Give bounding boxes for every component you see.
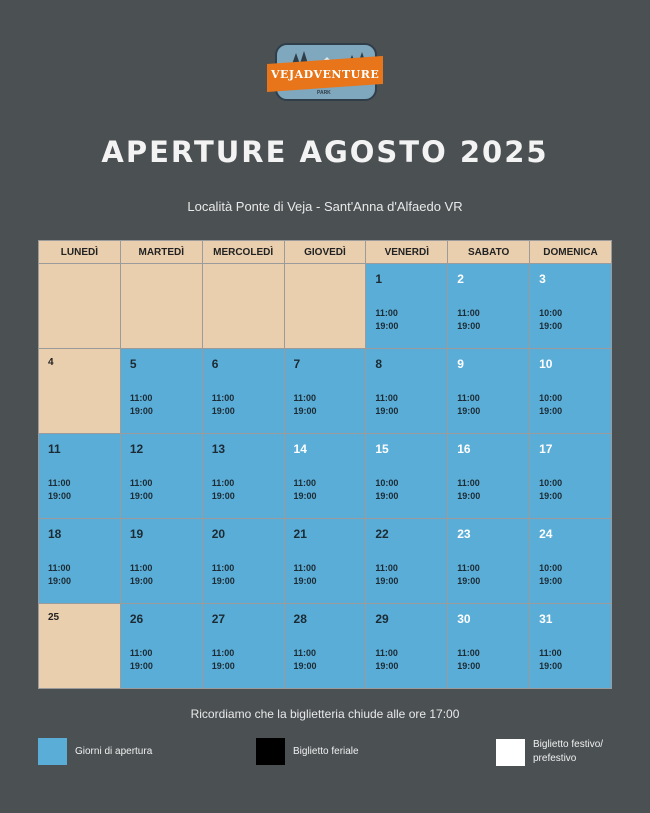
opening-time: 10:00 (539, 308, 563, 318)
calendar-week-row (39, 604, 612, 689)
opening-hours (375, 647, 398, 672)
calendar-day-cell (284, 604, 366, 689)
day-number: 17 (539, 442, 553, 456)
opening-hours (375, 392, 398, 417)
opening-hours (457, 307, 480, 332)
calendar-day-cell (120, 604, 202, 689)
opening-time: 10:00 (539, 478, 563, 488)
calendar-week-row (39, 349, 612, 434)
opening-hours (539, 307, 562, 332)
calendar-day-cell (284, 434, 366, 519)
calendar-day-cell (366, 264, 448, 349)
day-number: 7 (293, 357, 301, 371)
opening-time: 11:00 (457, 648, 480, 658)
day-number: 21 (293, 527, 307, 541)
opening-hours (375, 307, 398, 332)
day-number: 29 (375, 612, 389, 626)
opening-hours (294, 392, 317, 417)
opening-time: 11:00 (457, 308, 480, 318)
day-number: 3 (539, 272, 546, 286)
opening-hours (457, 392, 480, 417)
calendar-day-cell (120, 264, 202, 349)
opening-time: 11:00 (375, 308, 398, 318)
calendar-week-row (39, 519, 612, 604)
day-number: 6 (211, 357, 219, 371)
closing-time: 19:00 (129, 490, 153, 501)
weekday-header-row (39, 241, 612, 264)
day-number: 19 (129, 527, 144, 541)
opening-time: 11:00 (293, 393, 317, 403)
day-number: 13 (211, 442, 226, 456)
calendar-day-cell (366, 519, 448, 604)
opening-hours (130, 477, 153, 502)
calendar-day-cell (448, 264, 530, 349)
opening-hours (375, 562, 398, 587)
opening-time: 11:00 (129, 648, 153, 658)
opening-time: 11:00 (457, 563, 480, 573)
opening-time: 11:00 (48, 563, 71, 573)
closing-time: 19:00 (293, 575, 317, 586)
day-number: 26 (129, 612, 144, 626)
opening-hours (212, 647, 235, 672)
opening-time: 10:00 (539, 393, 563, 403)
opening-time: 11:00 (211, 393, 235, 403)
closing-time: 19:00 (457, 405, 481, 416)
calendar-day-cell (530, 519, 612, 604)
park-logo (267, 40, 383, 104)
opening-time: 11:00 (293, 563, 317, 573)
calendar-day-cell (39, 519, 121, 604)
closing-time: 19:00 (539, 660, 563, 671)
opening-hours (375, 477, 398, 502)
calendar-day-cell (448, 349, 530, 434)
closing-time: 19:00 (375, 490, 399, 501)
opening-time: 11:00 (211, 648, 235, 658)
legend-holiday-ticket (496, 738, 623, 766)
opening-time: 11:00 (129, 478, 153, 488)
closing-time: 19:00 (375, 405, 399, 416)
opening-time: 11:00 (375, 563, 398, 573)
closing-time: 19:00 (129, 405, 153, 416)
closing-time: 19:00 (211, 660, 235, 671)
opening-time: 11:00 (211, 563, 235, 573)
day-number: 2 (457, 272, 464, 286)
day-number: 28 (293, 612, 307, 626)
legend-label-weekday: Biglietto feriale (293, 745, 359, 757)
opening-time: 11:00 (457, 393, 480, 403)
calendar-day-cell (39, 349, 121, 434)
closing-time: 19:00 (211, 405, 235, 416)
calendar-week-row (39, 434, 612, 519)
opening-hours (457, 562, 480, 587)
closing-time: 19:00 (293, 660, 317, 671)
weekday-wednesday: MERCOLEDÌ (202, 241, 284, 264)
legend-swatch-holiday (496, 739, 525, 766)
closing-time: 19:00 (211, 490, 235, 501)
opening-hours (130, 562, 153, 587)
opening-time: 11:00 (129, 563, 153, 573)
day-number: 18 (48, 527, 62, 541)
closing-time: 19:00 (48, 575, 72, 586)
day-number: 9 (457, 357, 464, 371)
page-title: APERTURE AGOSTO 2025 (101, 135, 549, 169)
opening-hours (212, 562, 235, 587)
calendar-day-cell (366, 604, 448, 689)
opening-hours (457, 477, 480, 502)
opening-time: 11:00 (375, 648, 398, 658)
closing-time: 19:00 (539, 575, 563, 586)
day-number: 20 (211, 527, 226, 541)
legend-weekday-ticket (256, 738, 359, 765)
calendar-week-row (39, 264, 612, 349)
closing-time: 19:00 (539, 405, 563, 416)
day-number: 12 (129, 442, 144, 456)
day-number: 8 (375, 357, 383, 371)
calendar-day-cell (530, 264, 612, 349)
weekday-tuesday: MARTEDÌ (120, 241, 202, 264)
calendar-day-cell (202, 264, 284, 349)
opening-hours (539, 562, 562, 587)
calendar-day-cell (366, 434, 448, 519)
day-number: 15 (375, 442, 389, 456)
calendar-day-cell (530, 434, 612, 519)
opening-hours (539, 392, 562, 417)
calendar-day-cell (366, 349, 448, 434)
closing-time: 19:00 (211, 575, 235, 586)
day-number: 16 (457, 442, 471, 456)
opening-time: 11:00 (293, 648, 317, 658)
calendar-day-cell (448, 604, 530, 689)
opening-time: 10:00 (539, 563, 563, 573)
logo-text: VEJADVENTURE (270, 67, 380, 81)
closing-time: 19:00 (539, 320, 563, 331)
calendar-day-cell (448, 434, 530, 519)
opening-time: 11:00 (129, 393, 153, 403)
ticket-office-note: Ricordiamo che la biglietteria chiude alle ore 17:00 (190, 707, 460, 721)
closing-time: 19:00 (375, 660, 399, 671)
day-number: 22 (375, 527, 389, 541)
calendar-body (39, 264, 612, 689)
day-number: 11 (48, 442, 61, 456)
opening-hours (212, 477, 235, 502)
opening-time: 11:00 (211, 478, 235, 488)
opening-time: 11:00 (375, 393, 398, 403)
closing-time: 19:00 (457, 490, 481, 501)
calendar-day-cell (202, 434, 284, 519)
opening-hours (130, 647, 153, 672)
day-number: 31 (539, 612, 553, 626)
day-number: 4 (48, 357, 54, 368)
opening-hours (294, 562, 317, 587)
closing-time: 19:00 (457, 320, 481, 331)
opening-hours (130, 392, 153, 417)
closing-time: 19:00 (129, 575, 153, 586)
closing-time: 19:00 (293, 405, 317, 416)
opening-hours (212, 392, 235, 417)
opening-time: 10:00 (375, 478, 399, 488)
calendar-day-cell (120, 434, 202, 519)
opening-hours (294, 647, 317, 672)
closing-time: 19:00 (539, 490, 563, 501)
opening-hours (294, 477, 317, 502)
day-number: 27 (211, 612, 226, 626)
closing-time: 19:00 (48, 490, 72, 501)
day-number: 14 (293, 442, 307, 456)
weekday-thursday: GIOVEDÌ (284, 241, 366, 264)
calendar-day-cell (202, 519, 284, 604)
legend-swatch-open (38, 738, 67, 765)
weekday-monday: LUNEDÌ (39, 241, 121, 264)
day-number: 1 (375, 272, 383, 286)
day-number: 24 (539, 527, 553, 541)
closing-time: 19:00 (293, 490, 317, 501)
day-number: 10 (539, 357, 553, 371)
closing-time: 19:00 (375, 320, 399, 331)
calendar-day-cell (284, 264, 366, 349)
weekday-friday: VENERDÌ (366, 241, 448, 264)
calendar-day-cell (202, 604, 284, 689)
calendar-day-cell (284, 519, 366, 604)
calendar-day-cell (284, 349, 366, 434)
opening-time: 11:00 (457, 478, 480, 488)
day-number: 30 (457, 612, 471, 626)
opening-hours (457, 647, 480, 672)
day-number: 5 (129, 357, 137, 371)
location-subtitle: Località Ponte di Veja - Sant'Anna d'Alfaedo VR (187, 199, 463, 214)
weekday-saturday: SABATO (448, 241, 530, 264)
opening-time: 11:00 (293, 478, 317, 488)
opening-hours (48, 477, 71, 502)
calendar-day-cell (202, 349, 284, 434)
calendar-day-cell (530, 349, 612, 434)
calendar-day-cell (120, 349, 202, 434)
closing-time: 19:00 (375, 575, 399, 586)
legend-swatch-weekday (256, 738, 285, 765)
legend-open-days (38, 738, 152, 765)
closing-time: 19:00 (129, 660, 153, 671)
day-number: 23 (457, 527, 471, 541)
opening-time: 11:00 (48, 478, 71, 488)
calendar-day-cell (120, 519, 202, 604)
calendar-day-cell (39, 604, 121, 689)
opening-hours (539, 647, 562, 672)
weekday-sunday: DOMENICA (530, 241, 612, 264)
calendar-day-cell (39, 434, 121, 519)
opening-hours (539, 477, 562, 502)
closing-time: 19:00 (457, 660, 481, 671)
logo-sub: PARK (317, 90, 331, 96)
legend-label-holiday: Biglietto festivo/ prefestivo (533, 739, 604, 764)
calendar-day-cell (448, 519, 530, 604)
opening-time: 11:00 (539, 648, 562, 658)
day-number: 25 (48, 612, 60, 623)
opening-hours (48, 562, 71, 587)
calendar-table (38, 240, 612, 689)
closing-time: 19:00 (457, 575, 481, 586)
calendar-day-cell (39, 264, 121, 349)
legend-label-open: Giorni di apertura (75, 745, 153, 757)
calendar-day-cell (530, 604, 612, 689)
